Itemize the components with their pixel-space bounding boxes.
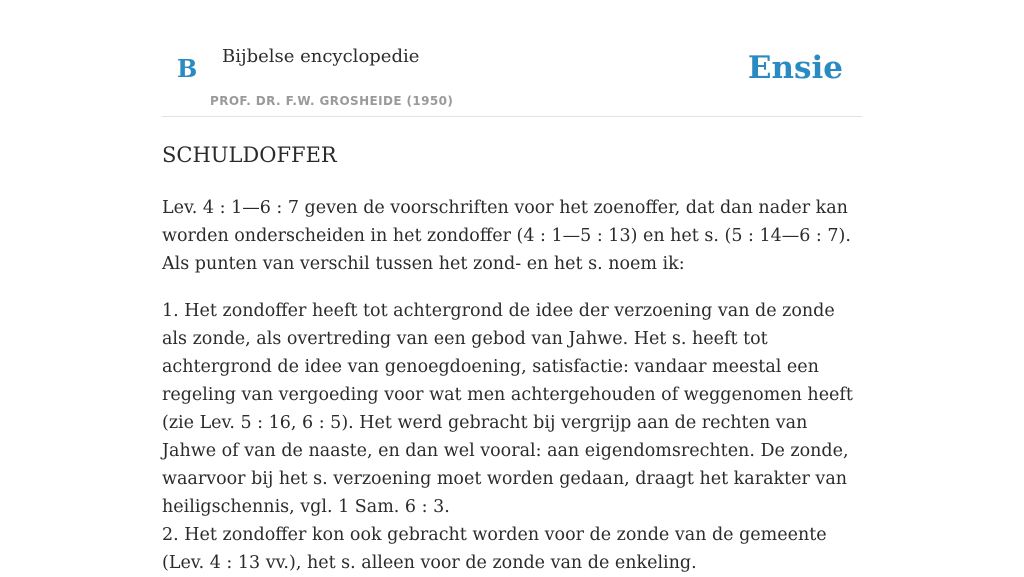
article-paragraph: 1. Het zondoffer heeft tot achtergrond de idee der verzoening van de zonde als zonde, als overtreding van een gebod van Jahwe. Het s. heeft tot achtergrond de idee van genoegdoening, satisfactie: vandaar meestal een regeling van vergoeding voor wat men achtergehouden of weggenomen heeft (zie Lev. 5 : 16, 6 : 5). Het werd gebracht bij vergrijp aan de rechten van Jahwe of van de naaste, en dan wel vooral: aan eigendomsrechten. De zonde, waarvoor bij het s. verzoening moet worden gedaan, draagt het karakter van heiligschennis, vgl. 1 Sam. 6 : 3. (162, 301, 853, 517)
book-title-link[interactable]: Bijbelse encyclopedie (222, 46, 420, 67)
article-paragraph: Lev. 4 : 1—6 : 7 geven de voorschriften voor het zoenoffer, dat dan nader kan worden onderscheiden in het zondoffer (4 : 1—5 : 13) en het s. (5 : 14—6 : 7). Als punten van verschil tussen het zond- en het s. noem ik: (162, 198, 851, 274)
brand-logo[interactable]: Ensie (747, 50, 843, 86)
article-paragraph: 2. Het zondoffer kon ook gebracht worden voor de zonde van de gemeente (Lev. 4 : 13 vv.), het s. alleen voor de zonde van de enkeling. (162, 525, 827, 573)
book-author: PROF. DR. F.W. GROSHEIDE (1950) (210, 94, 454, 108)
article (162, 140, 862, 577)
book-logo[interactable]: B (177, 54, 198, 83)
article-title: SCHULDOFFER (162, 143, 337, 167)
header (162, 0, 862, 117)
